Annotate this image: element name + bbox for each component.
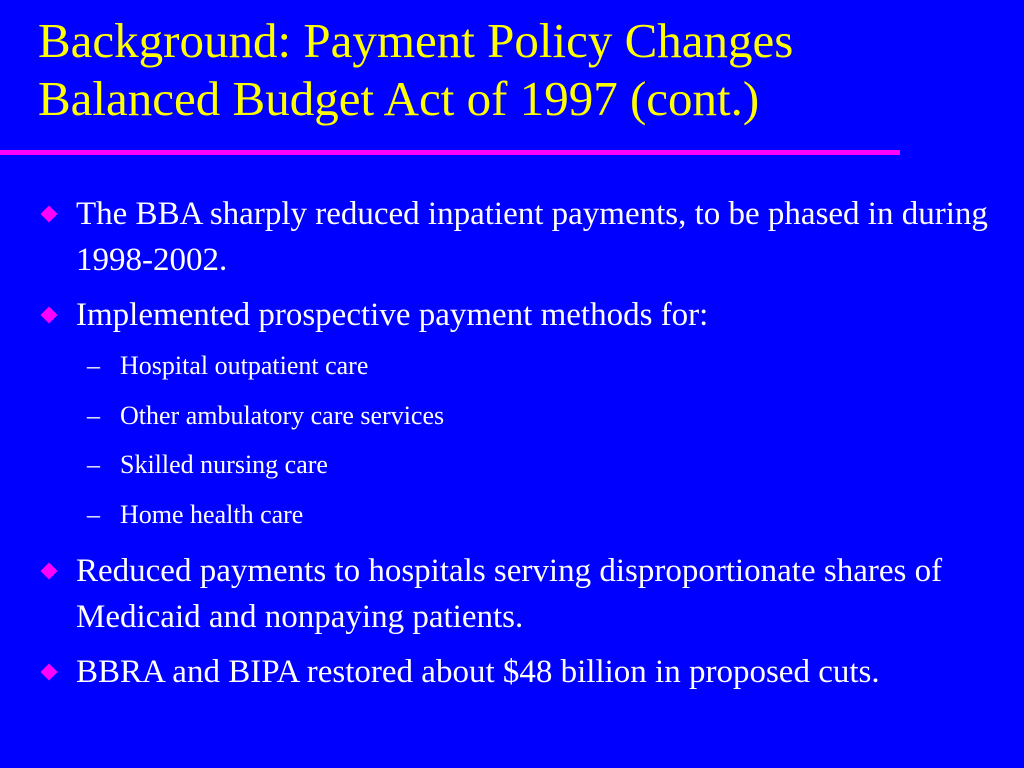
sub-bullet-text: Hospital outpatient care xyxy=(120,351,369,380)
diamond-bullet-icon xyxy=(41,307,58,324)
sub-bullet-text: Home health care xyxy=(120,499,304,529)
sub-bullet-item xyxy=(76,440,994,490)
sub-bullet-text: Other ambulatory care services xyxy=(120,400,445,430)
diamond-bullet-icon xyxy=(41,664,58,681)
title-line-2: Balanced Budget Act of 1997 (cont.) xyxy=(38,71,760,126)
bullet-text: Implemented prospective payment methods for: xyxy=(76,297,709,333)
bullet-item xyxy=(0,292,1024,539)
bullet-list xyxy=(0,191,1024,704)
diamond-bullet-icon xyxy=(41,206,58,223)
bullet-text: Reduced payments to hospitals serving disproportionate shares of Medicaid and nonpaying patients. xyxy=(76,553,943,635)
dash-marker: – xyxy=(87,351,100,380)
title-divider xyxy=(0,150,900,155)
sub-bullet-list xyxy=(76,341,994,539)
dash-marker: – xyxy=(87,400,100,430)
sub-bullet-item xyxy=(76,341,994,391)
bullet-item xyxy=(0,649,1024,695)
bullet-item xyxy=(0,548,1024,640)
dash-marker: – xyxy=(87,499,100,529)
dash-marker: – xyxy=(87,450,100,479)
bullet-text: The BBA sharply reduced inpatient payments, to be phased in during 1998-2002. xyxy=(76,196,988,278)
bullet-item xyxy=(0,191,1024,283)
sub-bullet-item xyxy=(76,391,994,441)
title-line-1: Background: Payment Policy Changes xyxy=(38,13,794,68)
bullet-text: BBRA and BIPA restored about $48 billion in proposed cuts. xyxy=(76,654,880,690)
diamond-bullet-icon xyxy=(41,563,58,580)
slide-title xyxy=(38,12,1018,128)
sub-bullet-text: Skilled nursing care xyxy=(120,450,328,479)
sub-bullet-item xyxy=(76,490,994,540)
